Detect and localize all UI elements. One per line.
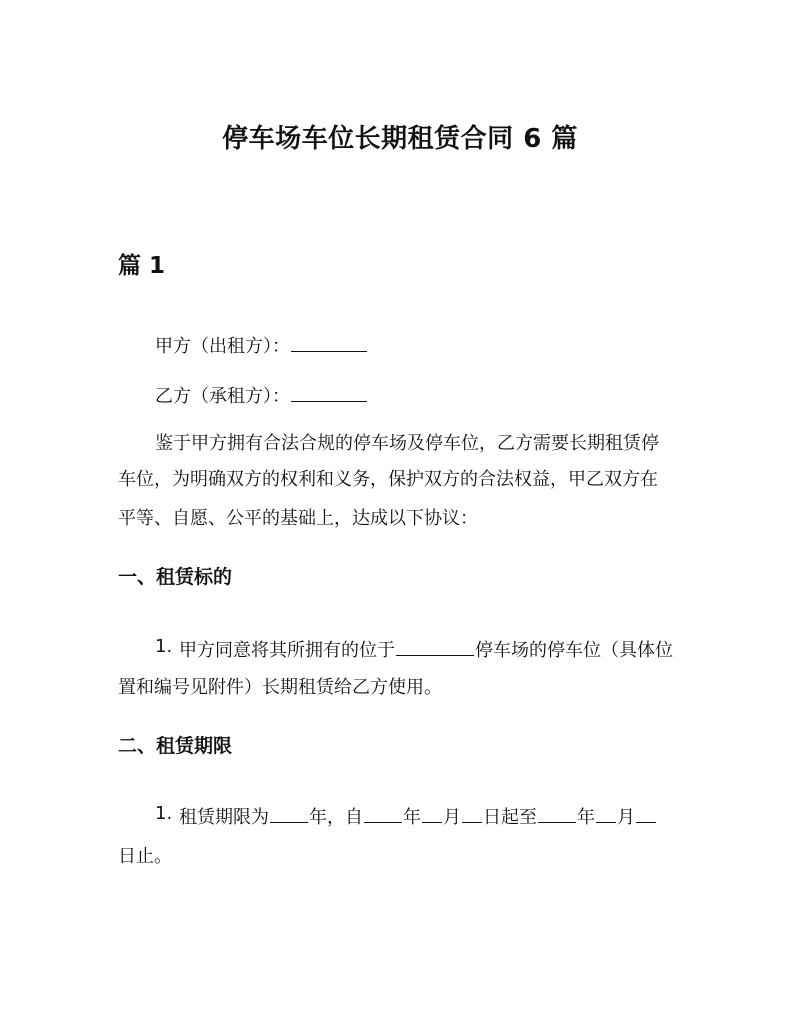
party-a-line xyxy=(155,329,368,365)
party-b-line xyxy=(155,379,368,415)
document-title: 停车场车位长期租赁合同 6 篇 xyxy=(222,124,578,154)
end-month-blank xyxy=(596,804,616,823)
term-text-3: 年 xyxy=(403,807,421,828)
term-years-blank xyxy=(270,804,308,823)
end-year-blank xyxy=(538,804,576,823)
preamble-line-1: 鉴于甲方拥有合法合规的停车场及停车位，乙方需要长期租赁停 xyxy=(155,433,659,454)
section2-item1-line1 xyxy=(155,800,657,836)
preamble-line-3: 平等、自愿、公平的基础上，达成以下协议： xyxy=(118,508,478,529)
term-text-1: 租赁期限为 xyxy=(179,807,269,828)
section-heading-2: 二、租赁期限 xyxy=(118,735,233,757)
item-number: 1. xyxy=(155,803,173,824)
term-text-5: 日起至 xyxy=(483,807,537,828)
item-number: 1. xyxy=(155,636,173,657)
term-text-6: 年 xyxy=(577,807,595,828)
end-day-blank xyxy=(636,804,656,823)
section1-text-a: 甲方同意将其所拥有的位于 xyxy=(179,640,395,661)
section-heading-1: 一、租赁标的 xyxy=(118,566,233,588)
term-text-7: 月 xyxy=(617,807,635,828)
section1-item1-line2: 置和编号见附件）长期租赁给乙方使用。 xyxy=(118,677,442,698)
term-text-2: 年，自 xyxy=(309,807,363,828)
location-blank xyxy=(396,637,474,656)
party-a-blank xyxy=(291,333,367,352)
section2-item1-line2: 日止。 xyxy=(118,846,172,867)
term-text-4: 月 xyxy=(443,807,461,828)
party-b-blank xyxy=(291,383,367,402)
preamble-line-2: 车位，为明确双方的权利和义务，保护双方的合法权益，甲乙双方在 xyxy=(118,469,658,490)
start-year-blank xyxy=(364,804,402,823)
part-heading: 篇 1 xyxy=(118,253,166,279)
party-a-label: 甲方（出租方）： xyxy=(155,336,290,357)
section1-item1-line1 xyxy=(155,633,673,669)
start-month-blank xyxy=(422,804,442,823)
start-day-blank xyxy=(462,804,482,823)
section1-text-b: 停车场的停车位（具体位 xyxy=(475,640,673,661)
party-b-label: 乙方（承租方）： xyxy=(155,386,290,407)
